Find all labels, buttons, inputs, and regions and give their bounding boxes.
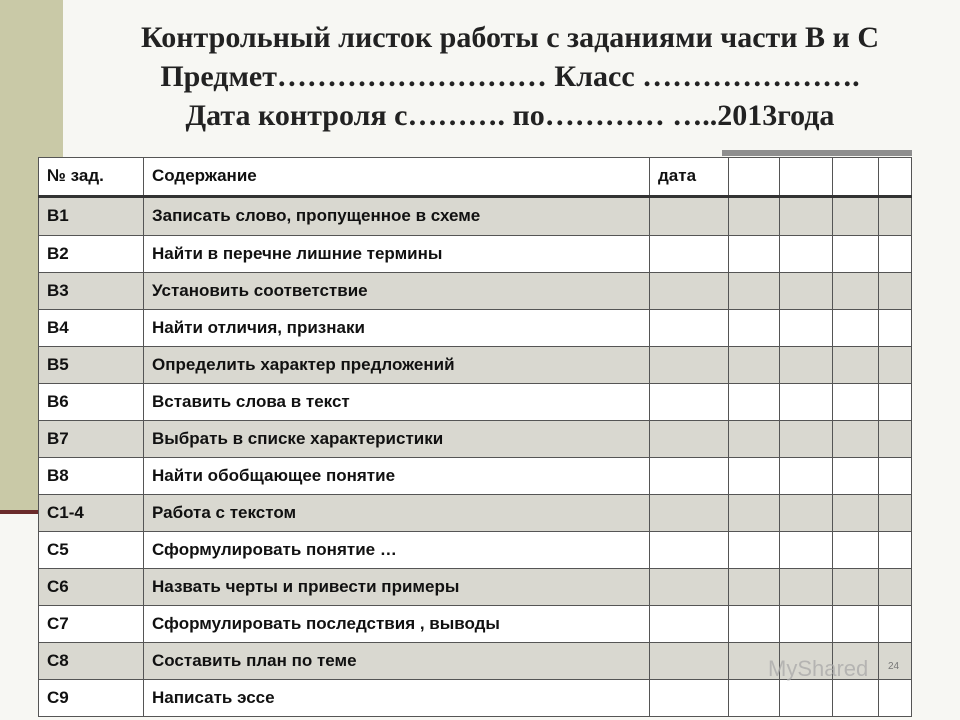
task-content-cell: Найти отличия, признаки (144, 309, 650, 346)
mark-cell[interactable] (780, 196, 833, 235)
table-row (39, 346, 912, 383)
control-sheet-table (38, 157, 912, 717)
mark-cell[interactable] (833, 457, 879, 494)
mark-cell[interactable] (833, 494, 879, 531)
mark-cell[interactable] (780, 457, 833, 494)
mark-cell[interactable] (729, 568, 780, 605)
task-number-cell: В1 (39, 196, 144, 235)
table-row (39, 679, 912, 716)
mark-cell[interactable] (879, 605, 912, 642)
header-cell-empty (879, 158, 912, 197)
title-line-2: Предмет……………………… Класс …………………. (160, 60, 860, 93)
task-content-cell: Найти обобщающее понятие (144, 457, 650, 494)
header-cell-empty (780, 158, 833, 197)
table-row (39, 272, 912, 309)
mark-cell[interactable] (833, 568, 879, 605)
task-number-cell: В7 (39, 420, 144, 457)
date-cell[interactable] (650, 642, 729, 679)
task-content-cell: Вставить слова в текст (144, 383, 650, 420)
header-cell-number: № зад. (39, 158, 144, 197)
table-row (39, 383, 912, 420)
mark-cell[interactable] (879, 420, 912, 457)
task-content-cell: Составить план по теме (144, 642, 650, 679)
task-number-cell: В8 (39, 457, 144, 494)
page-title (70, 18, 950, 135)
mark-cell[interactable] (729, 235, 780, 272)
task-number-cell: В2 (39, 235, 144, 272)
date-cell[interactable] (650, 679, 729, 716)
date-cell[interactable] (650, 196, 729, 235)
date-cell[interactable] (650, 309, 729, 346)
date-cell[interactable] (650, 568, 729, 605)
mark-cell[interactable] (879, 568, 912, 605)
mark-cell[interactable] (879, 531, 912, 568)
mark-cell[interactable] (833, 346, 879, 383)
header-cell-date: дата (650, 158, 729, 197)
mark-cell[interactable] (780, 568, 833, 605)
mark-cell[interactable] (879, 457, 912, 494)
mark-cell[interactable] (729, 531, 780, 568)
mark-cell[interactable] (879, 679, 912, 716)
date-cell[interactable] (650, 420, 729, 457)
task-number-cell: С5 (39, 531, 144, 568)
mark-cell[interactable] (879, 196, 912, 235)
mark-cell[interactable] (729, 605, 780, 642)
mark-cell[interactable] (879, 309, 912, 346)
task-content-cell: Установить соответствие (144, 272, 650, 309)
mark-cell[interactable] (729, 383, 780, 420)
mark-cell[interactable] (780, 494, 833, 531)
mark-cell[interactable] (729, 420, 780, 457)
task-content-cell: Работа с текстом (144, 494, 650, 531)
task-number-cell: В5 (39, 346, 144, 383)
mark-cell[interactable] (780, 605, 833, 642)
header-cell-content: Содержание (144, 158, 650, 197)
task-number-cell: В4 (39, 309, 144, 346)
mark-cell[interactable] (833, 420, 879, 457)
task-number-cell: С8 (39, 642, 144, 679)
mark-cell[interactable] (833, 679, 879, 716)
date-cell[interactable] (650, 457, 729, 494)
mark-cell[interactable] (729, 272, 780, 309)
task-number-cell: С7 (39, 605, 144, 642)
task-content-cell: Определить характер предложений (144, 346, 650, 383)
mark-cell[interactable] (780, 531, 833, 568)
task-content-cell: Найти в перечне лишние термины (144, 235, 650, 272)
header-cell-empty (833, 158, 879, 197)
date-cell[interactable] (650, 235, 729, 272)
mark-cell[interactable] (879, 272, 912, 309)
task-content-cell: Назвать черты и привести примеры (144, 568, 650, 605)
table-row (39, 531, 912, 568)
title-line-3: Дата контроля с………. по………… …..2013года (185, 99, 835, 132)
task-number-cell: С1-4 (39, 494, 144, 531)
task-number-cell: В6 (39, 383, 144, 420)
task-content-cell: Написать эссе (144, 679, 650, 716)
mark-cell[interactable] (833, 196, 879, 235)
watermark-logo: MyShared (768, 656, 869, 681)
task-content-cell: Записать слово, пропущенное в схеме (144, 196, 650, 235)
date-cell[interactable] (650, 605, 729, 642)
mark-cell[interactable] (833, 383, 879, 420)
task-number-cell: С6 (39, 568, 144, 605)
mark-cell[interactable] (729, 196, 780, 235)
mark-cell[interactable] (780, 420, 833, 457)
mark-cell[interactable] (780, 235, 833, 272)
mark-cell[interactable] (879, 494, 912, 531)
mark-cell[interactable] (833, 531, 879, 568)
mark-cell[interactable] (729, 679, 780, 716)
mark-cell[interactable] (833, 235, 879, 272)
table-row (39, 457, 912, 494)
mark-cell[interactable] (833, 272, 879, 309)
date-cell[interactable] (650, 494, 729, 531)
mark-cell[interactable] (780, 272, 833, 309)
mark-cell[interactable] (729, 494, 780, 531)
top-decor-line (722, 150, 912, 156)
mark-cell[interactable] (833, 309, 879, 346)
mark-cell[interactable] (729, 309, 780, 346)
mark-cell[interactable] (780, 309, 833, 346)
table-row (39, 494, 912, 531)
table-row (39, 196, 912, 235)
date-cell[interactable] (650, 346, 729, 383)
mark-cell[interactable] (833, 605, 879, 642)
mark-cell[interactable] (729, 457, 780, 494)
page-number: 24 (888, 661, 900, 672)
task-number-cell: В3 (39, 272, 144, 309)
task-content-cell: Сформулировать понятие … (144, 531, 650, 568)
title-line-1: Контрольный листок работы с заданиями части В и С (140, 21, 880, 54)
mark-cell[interactable] (780, 679, 833, 716)
mark-cell[interactable] (879, 346, 912, 383)
table-header-row (39, 158, 912, 197)
table-row (39, 235, 912, 272)
table-row (39, 568, 912, 605)
table-row (39, 420, 912, 457)
mark-cell[interactable] (879, 383, 912, 420)
date-cell[interactable] (650, 531, 729, 568)
table-row (39, 605, 912, 642)
mark-cell[interactable] (879, 235, 912, 272)
date-cell[interactable] (650, 383, 729, 420)
mark-cell[interactable] (780, 346, 833, 383)
header-cell-empty (729, 158, 780, 197)
task-number-cell: С9 (39, 679, 144, 716)
mark-cell[interactable] (780, 383, 833, 420)
date-cell[interactable] (650, 272, 729, 309)
mark-cell[interactable] (729, 346, 780, 383)
table-row (39, 309, 912, 346)
task-content-cell: Выбрать в списке характеристики (144, 420, 650, 457)
task-content-cell: Сформулировать последствия , выводы (144, 605, 650, 642)
